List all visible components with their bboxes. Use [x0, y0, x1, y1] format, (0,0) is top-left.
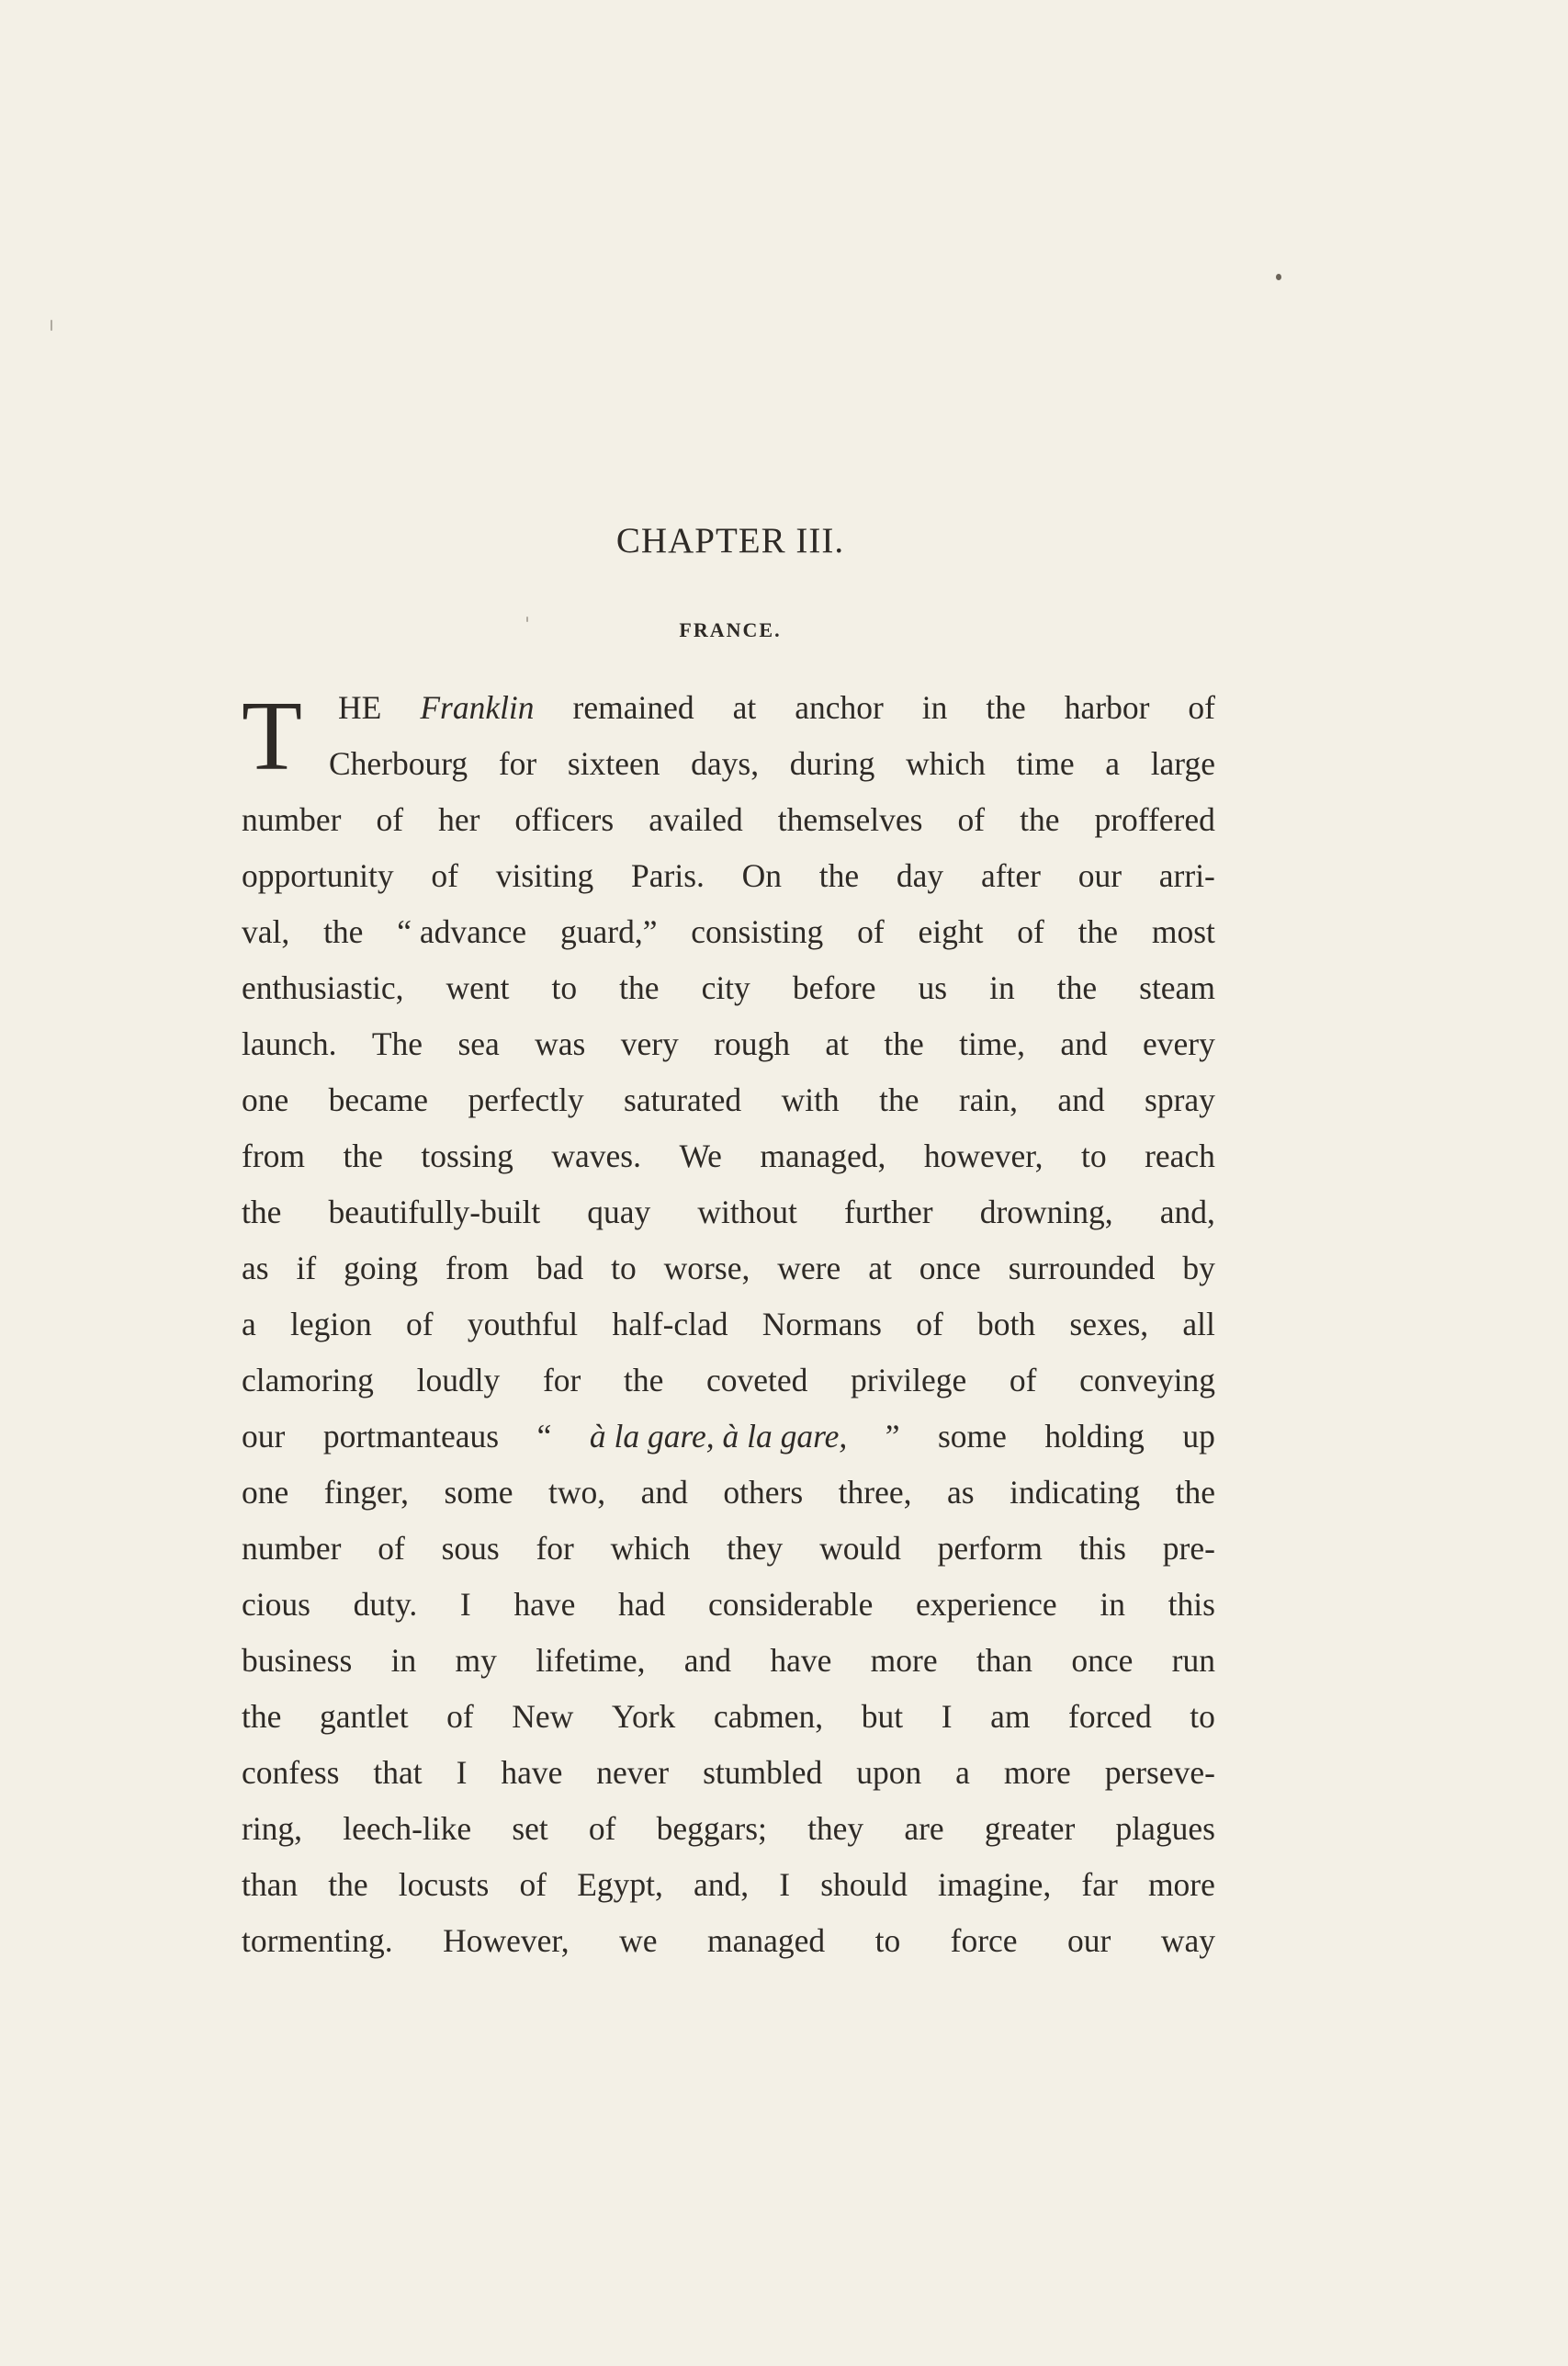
- text-word: going: [344, 1250, 419, 1286]
- text-word: perseve-: [1104, 1754, 1215, 1791]
- text-word: the: [884, 1025, 924, 1062]
- text-word: run: [1171, 1642, 1215, 1679]
- text-word: at: [732, 689, 757, 726]
- text-word: the: [328, 1866, 368, 1903]
- text-word: than: [976, 1642, 1033, 1679]
- text-word: of: [588, 1810, 616, 1847]
- text-line: [242, 736, 1215, 792]
- text-word: sexes,: [1069, 1306, 1149, 1342]
- text-word: if: [296, 1250, 317, 1286]
- chapter-body-text: [242, 680, 1215, 1969]
- text-word: our: [1077, 857, 1122, 894]
- text-word: confess: [242, 1754, 340, 1791]
- text-word: more: [1003, 1754, 1071, 1791]
- text-word: imagine,: [938, 1866, 1052, 1903]
- text-word: set: [512, 1810, 548, 1847]
- text-word: of: [857, 913, 885, 950]
- text-word: had: [618, 1586, 666, 1623]
- text-word: waves.: [551, 1138, 641, 1174]
- text-word: our: [1067, 1922, 1111, 1959]
- text-word: both: [977, 1306, 1036, 1342]
- text-word: However,: [443, 1922, 570, 1959]
- text-word: the: [818, 857, 860, 894]
- text-word: officers: [514, 801, 615, 838]
- text-word: of: [406, 1306, 434, 1342]
- text-word: indicating: [1010, 1474, 1141, 1511]
- text-word: to: [611, 1250, 637, 1286]
- text-word: of: [957, 801, 986, 838]
- text-word: in: [1100, 1586, 1125, 1623]
- text-word: should: [820, 1866, 908, 1903]
- text-word: eight: [918, 913, 984, 950]
- text-word: of: [1017, 913, 1044, 950]
- text-word: stumbled: [703, 1754, 823, 1791]
- text-word: finger,: [323, 1474, 409, 1511]
- text-word: and: [683, 1642, 732, 1679]
- text-word: Normans: [761, 1306, 882, 1342]
- text-line: [242, 1689, 1215, 1745]
- text-word: which: [906, 745, 986, 782]
- text-word: for: [542, 1362, 581, 1398]
- text-word: they: [727, 1530, 784, 1567]
- text-word: forced: [1068, 1698, 1152, 1735]
- text-line: [242, 1745, 1215, 1801]
- text-word: New: [512, 1698, 574, 1735]
- text-word: sous: [441, 1530, 500, 1567]
- text-line: [242, 960, 1215, 1016]
- text-word: three,: [838, 1474, 912, 1511]
- text-word: than: [242, 1866, 299, 1903]
- text-word: two,: [547, 1474, 606, 1511]
- text-word: experience: [915, 1586, 1057, 1623]
- text-word: considerable: [707, 1586, 874, 1623]
- text-word: reach: [1145, 1138, 1215, 1174]
- text-word: themselves: [777, 801, 923, 838]
- text-word: tossing: [421, 1138, 513, 1174]
- text-word: the: [1077, 913, 1119, 950]
- text-word: cabmen,: [713, 1698, 824, 1735]
- text-word: very: [620, 1025, 679, 1062]
- text-line: [242, 792, 1215, 848]
- text-word: more: [1147, 1866, 1215, 1903]
- text-word: number: [242, 1530, 342, 1567]
- text-word: plagues: [1115, 1810, 1215, 1847]
- page-speck: [51, 320, 52, 331]
- text-word: most: [1151, 913, 1215, 950]
- text-word: her: [438, 801, 480, 838]
- text-word: the: [1175, 1474, 1215, 1511]
- text-word: holding: [1044, 1418, 1145, 1455]
- text-word: beautifully-built: [328, 1194, 541, 1230]
- text-word: at: [825, 1025, 849, 1062]
- text-word: a: [955, 1754, 970, 1791]
- text-word: I: [779, 1866, 791, 1903]
- text-word: sea: [457, 1025, 500, 1062]
- text-word: Paris.: [631, 857, 705, 894]
- text-word: and,: [694, 1866, 750, 1903]
- text-word: rough: [714, 1025, 790, 1062]
- text-line: [242, 1184, 1215, 1240]
- text-word: availed: [649, 801, 743, 838]
- text-word: my: [455, 1642, 497, 1679]
- text-word: quay: [587, 1194, 651, 1230]
- text-word: during: [789, 745, 875, 782]
- text-word: portmanteaus: [322, 1418, 500, 1455]
- text-word: legion: [290, 1306, 372, 1342]
- text-word: On: [741, 857, 783, 894]
- text-word: from: [445, 1250, 509, 1286]
- text-word: gantlet: [319, 1698, 409, 1735]
- text-word: way: [1160, 1922, 1215, 1959]
- text-word: of: [1188, 689, 1215, 726]
- text-word: enthusiastic,: [242, 969, 404, 1006]
- text-word: at: [868, 1250, 892, 1286]
- text-word: cious: [242, 1586, 310, 1623]
- text-word: of: [378, 1530, 405, 1567]
- text-word: guard,”: [559, 913, 658, 950]
- text-word: the: [624, 1362, 664, 1398]
- chapter-subtitle: FRANCE.: [679, 618, 782, 641]
- text-word: the: [986, 689, 1026, 726]
- text-word: as: [947, 1474, 975, 1511]
- text-word: have: [770, 1642, 832, 1679]
- text-line: [242, 1016, 1215, 1072]
- text-word: with: [781, 1081, 840, 1118]
- text-word: remained: [572, 689, 694, 726]
- text-line: [242, 680, 1215, 736]
- text-word: locusts: [398, 1866, 490, 1903]
- text-word: for: [498, 745, 537, 782]
- text-word: the: [619, 969, 660, 1006]
- text-word: of: [431, 857, 458, 894]
- text-word: some: [444, 1474, 513, 1511]
- text-word: managed,: [760, 1138, 886, 1174]
- text-word: was: [535, 1025, 586, 1062]
- text-word: force: [950, 1922, 1018, 1959]
- text-word: arri-: [1158, 857, 1215, 894]
- text-word: to: [1190, 1698, 1215, 1735]
- text-word: saturated: [624, 1081, 742, 1118]
- text-word: lifetime,: [536, 1642, 646, 1679]
- text-line: [242, 1801, 1215, 1857]
- text-word: a: [1105, 745, 1121, 782]
- text-word: bad: [536, 1250, 584, 1286]
- text-word: in: [989, 969, 1015, 1006]
- text-word: rain,: [958, 1081, 1018, 1118]
- drop-cap: T: [242, 682, 302, 791]
- text-word: all: [1182, 1306, 1215, 1342]
- text-word: managed: [706, 1922, 826, 1959]
- text-line: [242, 1128, 1215, 1184]
- text-word: and,: [1159, 1194, 1215, 1230]
- text-word: consisting: [691, 913, 824, 950]
- text-word: this: [1168, 1586, 1215, 1623]
- text-word: proffered: [1094, 801, 1215, 838]
- text-word: York: [611, 1698, 676, 1735]
- text-word: perfectly: [468, 1081, 584, 1118]
- text-word: of: [1009, 1362, 1037, 1398]
- text-word: this: [1078, 1530, 1126, 1567]
- text-word: I: [456, 1754, 468, 1791]
- text-word: spray: [1145, 1081, 1215, 1118]
- text-word: by: [1182, 1250, 1215, 1286]
- text-word: as: [242, 1250, 269, 1286]
- text-word: some: [937, 1418, 1007, 1455]
- text-word: opportunity: [242, 857, 394, 894]
- text-word: every: [1143, 1025, 1215, 1062]
- text-word: are: [904, 1810, 944, 1847]
- text-word: privilege: [851, 1362, 967, 1398]
- text-word: one: [242, 1081, 289, 1118]
- text-line: [242, 1353, 1215, 1409]
- text-word: the: [879, 1081, 919, 1118]
- text-line: [242, 848, 1215, 904]
- text-word: which: [610, 1530, 691, 1567]
- text-word: the: [1056, 969, 1098, 1006]
- text-word: à la gare, à la gare,: [589, 1418, 848, 1455]
- text-line: [242, 1296, 1215, 1353]
- text-word: steam: [1139, 969, 1215, 1006]
- text-word: a: [242, 1306, 256, 1342]
- text-line: [242, 1465, 1215, 1521]
- text-line: [242, 1857, 1215, 1913]
- text-word: have: [501, 1754, 563, 1791]
- text-word: The: [371, 1025, 423, 1062]
- text-word: far: [1081, 1866, 1118, 1903]
- text-word: large: [1150, 745, 1215, 782]
- text-word: but: [861, 1698, 904, 1735]
- text-word: duty.: [353, 1586, 418, 1623]
- text-word: harbor: [1064, 689, 1150, 726]
- text-word: of: [519, 1866, 547, 1903]
- text-line: [242, 1633, 1215, 1689]
- text-word: the: [323, 913, 364, 950]
- text-word: perform: [937, 1530, 1043, 1567]
- text-word: val,: [242, 913, 290, 950]
- text-word: pre-: [1162, 1530, 1215, 1567]
- text-word: of: [376, 801, 404, 838]
- text-word: We: [679, 1138, 722, 1174]
- chapter-heading: CHAPTER III.: [615, 521, 845, 560]
- text-word: to: [551, 969, 578, 1006]
- text-word: the: [242, 1194, 282, 1230]
- text-word: have: [513, 1586, 576, 1623]
- text-line: [242, 1913, 1215, 1969]
- text-word: we: [619, 1922, 658, 1959]
- text-word: Franklin: [420, 689, 535, 726]
- text-word: drowning,: [979, 1194, 1113, 1230]
- text-word: HE: [338, 689, 382, 726]
- text-word: day: [896, 857, 944, 894]
- text-word: leech-like: [343, 1810, 472, 1847]
- text-word: and: [1057, 1081, 1105, 1118]
- text-word: ”: [885, 1418, 900, 1455]
- text-word: to: [874, 1922, 901, 1959]
- text-word: time: [1016, 745, 1075, 782]
- text-word: I: [459, 1586, 471, 1623]
- text-word: once: [1071, 1642, 1134, 1679]
- text-word: city: [701, 969, 750, 1006]
- text-word: became: [328, 1081, 429, 1118]
- text-word: clamoring: [242, 1362, 374, 1398]
- text-line: [242, 1240, 1215, 1296]
- text-word: for: [536, 1530, 574, 1567]
- text-word: upon: [856, 1754, 922, 1791]
- text-word: that: [373, 1754, 423, 1791]
- text-word: greater: [984, 1810, 1076, 1847]
- text-word: the: [1020, 801, 1060, 838]
- text-word: “: [536, 1418, 552, 1455]
- text-word: in: [390, 1642, 417, 1679]
- text-word: number: [242, 801, 342, 838]
- text-word: loudly: [416, 1362, 501, 1398]
- text-word: worse,: [663, 1250, 750, 1286]
- text-word: “ advance: [397, 913, 527, 950]
- text-line: [242, 1072, 1215, 1128]
- text-line: [242, 904, 1215, 960]
- text-word: never: [596, 1754, 670, 1791]
- text-word: to: [1081, 1138, 1107, 1174]
- text-word: surrounded: [1008, 1250, 1156, 1286]
- text-word: of: [916, 1306, 943, 1342]
- text-word: would: [819, 1530, 901, 1567]
- text-word: time,: [959, 1025, 1026, 1062]
- text-word: beggars;: [656, 1810, 767, 1847]
- text-word: up: [1182, 1418, 1215, 1455]
- page-speck: [1276, 274, 1281, 280]
- text-word: Egypt,: [577, 1866, 663, 1903]
- text-word: am: [990, 1698, 1031, 1735]
- text-word: tormenting.: [242, 1922, 393, 1959]
- text-word: coveted: [706, 1362, 808, 1398]
- text-word: once: [919, 1250, 981, 1286]
- text-word: anchor: [795, 689, 884, 726]
- text-word: before: [792, 969, 876, 1006]
- text-word: youthful: [467, 1306, 579, 1342]
- text-word: conveying: [1079, 1362, 1215, 1398]
- text-word: the: [242, 1698, 282, 1735]
- text-word: further: [844, 1194, 933, 1230]
- text-word: visiting: [495, 857, 594, 894]
- text-word: ring,: [242, 1810, 303, 1847]
- text-word: us: [918, 969, 948, 1006]
- text-line: [242, 1577, 1215, 1633]
- text-word: one: [242, 1474, 289, 1511]
- text-word: went: [446, 969, 510, 1006]
- text-word: more: [870, 1642, 938, 1679]
- text-word: half-clad: [612, 1306, 728, 1342]
- text-word: and: [1060, 1025, 1108, 1062]
- text-word: however,: [923, 1138, 1043, 1174]
- text-word: Cherbourg: [329, 745, 468, 782]
- text-word: others: [723, 1474, 804, 1511]
- text-word: our: [242, 1418, 286, 1455]
- text-word: the: [343, 1138, 383, 1174]
- text-word: they: [807, 1810, 864, 1847]
- text-word: were: [777, 1250, 841, 1286]
- text-line: [242, 1521, 1215, 1577]
- text-word: without: [697, 1194, 797, 1230]
- text-word: sixteen: [567, 745, 660, 782]
- text-word: launch.: [242, 1025, 337, 1062]
- text-word: days,: [691, 745, 760, 782]
- text-word: business: [242, 1642, 353, 1679]
- text-word: and: [640, 1474, 688, 1511]
- text-word: after: [980, 857, 1041, 894]
- text-word: in: [921, 689, 948, 726]
- text-line: [242, 1409, 1215, 1465]
- text-word: I: [941, 1698, 953, 1735]
- text-word: of: [446, 1698, 474, 1735]
- text-word: from: [242, 1138, 306, 1174]
